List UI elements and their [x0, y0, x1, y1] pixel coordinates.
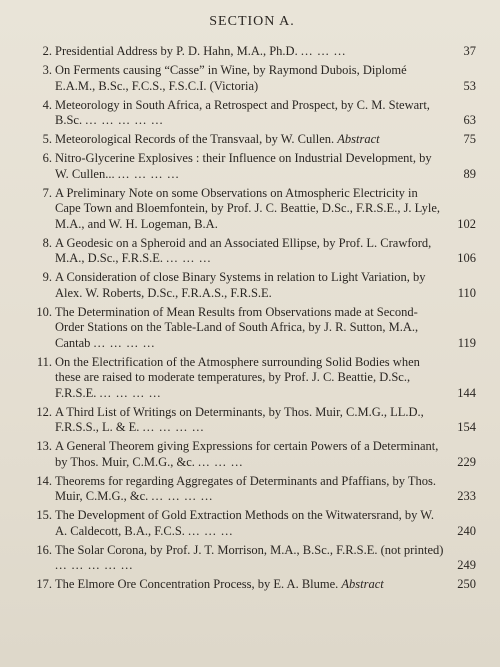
- entry-note: Abstract: [337, 132, 380, 146]
- entry-page-number: 75: [463, 132, 476, 146]
- entry-page-number: 144: [457, 385, 476, 400]
- toc-entry: [26, 186, 478, 233]
- entry-page-number: 102: [457, 216, 476, 231]
- entry-title: The Elmore Ore Concentration Process, by E. A. Blume.: [55, 577, 339, 591]
- entry-title: A Preliminary Note on some Observations on Atmospheric Electricity in Cape Town and Bloemfontein, by Prof. J. C. Beattie, D.Sc., F.R.S.E., J. Lyle, M.A., and W. H. Logeman, B.A.: [55, 185, 441, 231]
- leader-dots: ... ... ...: [166, 251, 212, 265]
- toc-entry: [26, 132, 478, 148]
- entry-title: The Solar Corona, by Prof. J. T. Morrison, M.A., B.Sc., F.R.S.E. (not printed): [55, 542, 444, 557]
- entry-page-number: 154: [457, 420, 476, 434]
- leader-dots: ... ... ...: [198, 454, 244, 469]
- toc-entry: [26, 44, 478, 60]
- entry-title: Nitro-Glycerine Explosives : their Influence on Industrial Development, by W. Cullen...: [55, 151, 432, 181]
- entry-title: A Geodesic on a Spheroid and an Associated Ellipse, by Prof. L. Crawford, M.A., D.Sc., F.R.S.E.: [55, 235, 432, 265]
- entry-title: Meteorological Records of the Transvaal, by W. Cullen.: [55, 132, 335, 146]
- entry-number: 7.: [42, 185, 52, 200]
- toc-entry: [26, 439, 478, 470]
- leader-dots: ... ... ... ... ...: [85, 113, 164, 127]
- toc-entry: [26, 63, 478, 94]
- toc-entry: [26, 98, 478, 129]
- table-of-contents: [26, 44, 478, 593]
- entry-number: 14.: [36, 473, 52, 488]
- entry-number: 6.: [42, 151, 52, 165]
- entry-title: The Development of Gold Extraction Methods on the Witwatersrand, by W. A. Caldecott, B.A., F.C.S.: [55, 508, 435, 538]
- leader-dots: ... ... ... ...: [151, 489, 214, 503]
- entry-number: 10.: [36, 304, 52, 319]
- entry-page-number: 229: [457, 454, 476, 469]
- entry-number: 8.: [42, 235, 52, 250]
- entry-number: 15.: [36, 508, 52, 522]
- entry-number: 13.: [36, 439, 52, 453]
- entry-title: A Consideration of close Binary Systems in relation to Light Variation, by Alex. W. Roberts, D.Sc., F.R.A.S., F.R.S.E.: [55, 270, 426, 300]
- entry-page-number: 249: [457, 558, 476, 572]
- toc-entry: [26, 151, 478, 182]
- section-title: SECTION A.: [209, 14, 295, 29]
- entry-number: 17.: [36, 577, 52, 591]
- entry-number: 2.: [42, 44, 52, 58]
- entry-page-number: 250: [457, 577, 476, 591]
- entry-title: Presidential Address by P. D. Hahn, M.A., Ph.D.: [55, 44, 298, 58]
- entry-page-number: 110: [457, 285, 476, 300]
- toc-entry: [26, 405, 478, 436]
- toc-entry: [26, 474, 478, 505]
- entry-number: 11.: [36, 354, 52, 369]
- toc-entry: [26, 577, 478, 593]
- leader-dots: ... ... ...: [188, 523, 234, 538]
- entry-title: A General Theorem giving Expressions for certain Powers of a Determinant, by Thos. Muir, C.M.G., &c.: [55, 439, 439, 469]
- leader-dots: ... ... ...: [300, 44, 347, 58]
- toc-entry: [26, 355, 478, 402]
- entry-number: 16.: [36, 542, 52, 557]
- entry-page-number: 119: [457, 335, 476, 350]
- entry-page-number: 89: [463, 166, 476, 181]
- entry-number: 9.: [42, 270, 52, 284]
- entry-title: Theorems for regarding Aggregates of Determinants and Pfaffians, by Thos. Muir, C.M.G., &c.: [55, 473, 437, 503]
- entry-page-number: 233: [457, 489, 476, 503]
- entry-title: A Third List of Writings on Determinants, by Thos. Muir, C.M.G., LL.D., F.R.S.S., L. & E.: [55, 404, 424, 434]
- leader-dots: ... ... ... ...: [142, 420, 205, 434]
- entry-number: 3.: [42, 63, 52, 77]
- toc-entry: [26, 270, 478, 301]
- entry-page-number: 240: [457, 523, 476, 538]
- entry-page-number: 63: [463, 113, 476, 127]
- entry-page-number: 37: [463, 44, 476, 58]
- toc-entry: [26, 543, 478, 574]
- entry-page-number: 53: [463, 78, 476, 93]
- leader-dots: ... ... ... ...: [99, 385, 162, 400]
- entry-number: 12.: [36, 404, 52, 419]
- entry-number: 5.: [42, 132, 52, 146]
- entry-title: The Determination of Mean Results from Observations made at Second-Order Stations on the Table-Land of South Africa, by J. R. Sutton, M.A., Cantab: [55, 304, 419, 350]
- leader-dots: ... ... ... ...: [93, 335, 156, 350]
- leader-dots: ... ... ... ... ...: [55, 558, 134, 572]
- leader-dots: ... ... ... ...: [117, 166, 180, 181]
- toc-entry: [26, 236, 478, 267]
- entry-number: 4.: [42, 97, 52, 112]
- entry-note: Abstract: [341, 577, 384, 591]
- entry-title: Meteorology in South Africa, a Retrospect and Prospect, by C. M. Stewart, B.Sc.: [55, 97, 430, 127]
- entry-title: On Ferments causing “Casse” in Wine, by Raymond Dubois, Diplomé E.A.M., B.Sc., F.C.S., F.S.C.I. (Victoria): [55, 63, 407, 93]
- toc-entry: [26, 508, 478, 539]
- toc-entry: [26, 305, 478, 352]
- entry-page-number: 106: [457, 251, 476, 265]
- entry-title: On the Electrification of the Atmosphere surrounding Solid Bodies when these are raised to moderate temperatures, by Prof. J. C. Beattie, D.Sc., F.R.S.E.: [55, 354, 420, 400]
